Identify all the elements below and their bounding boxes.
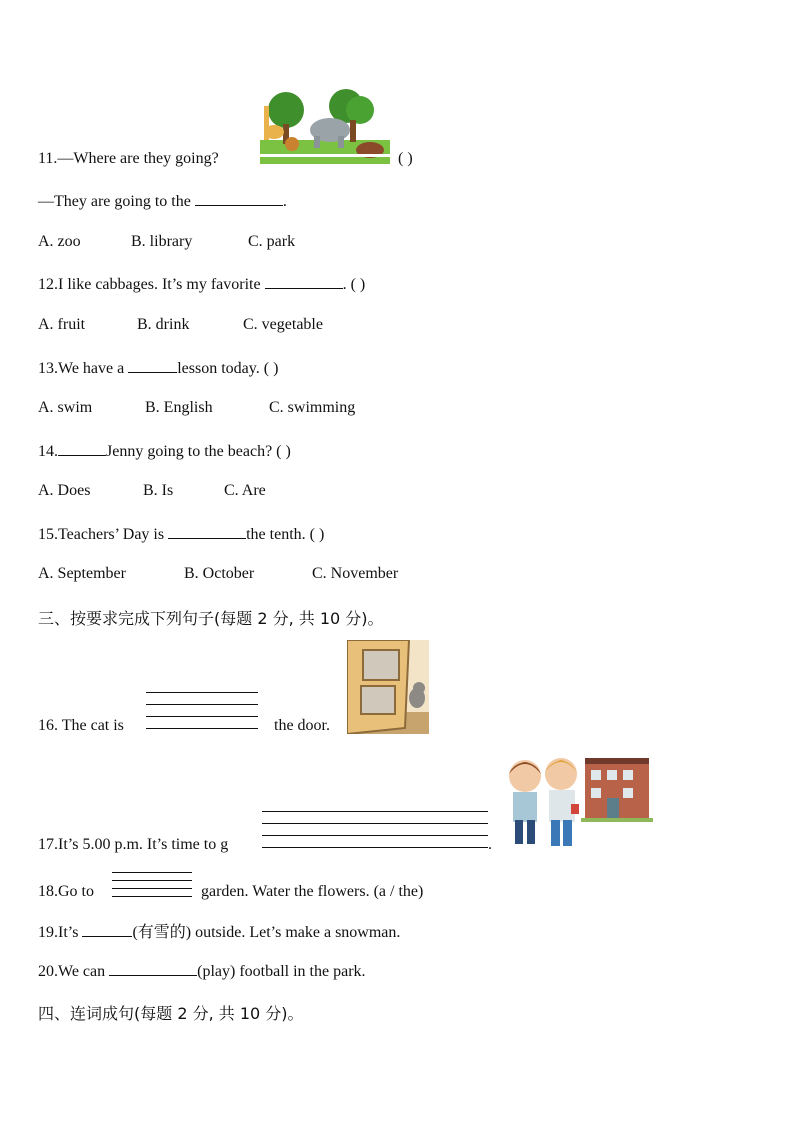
q13-blank[interactable] — [128, 358, 177, 373]
q18-text-pre: 18.Go to — [38, 883, 94, 900]
q19-question — [38, 919, 400, 942]
q19-blank[interactable] — [82, 922, 132, 937]
q13-option-a[interactable]: A. swim — [38, 399, 93, 416]
q11-option-b[interactable]: B. library — [131, 233, 193, 250]
q12-option-c[interactable]: C. vegetable — [243, 316, 323, 333]
q15-option-a[interactable]: A. September — [38, 565, 126, 582]
q14-blank[interactable] — [58, 441, 106, 456]
q17-answer-lines[interactable] — [262, 811, 490, 851]
q13-option-b[interactable]: B. English — [145, 399, 213, 416]
q12-blank[interactable] — [265, 274, 343, 289]
q13-question — [38, 358, 278, 378]
q12-option-b[interactable]: B. drink — [137, 316, 190, 333]
q11-answer-end: . — [282, 193, 287, 210]
section-4-heading: 四、连词成句(每题 2 分, 共 10 分)。 — [38, 1004, 304, 1023]
q11-paren: ( ) — [398, 150, 413, 167]
q20-pre: 20.We can — [38, 963, 110, 980]
q14-post: Jenny going to the beach? ( ) — [106, 443, 291, 460]
q13-post: lesson today. ( ) — [177, 360, 279, 377]
q12-paren: . ( ) — [342, 276, 366, 293]
q18-answer-lines[interactable] — [112, 872, 194, 898]
q14-pre: 14. — [38, 443, 58, 460]
q11-answer-line — [38, 191, 287, 211]
q16-text-pre: 16. The cat is — [38, 717, 124, 734]
q11-option-a[interactable]: A. zoo — [38, 233, 81, 250]
section-3-heading: 三、按要求完成下列句子(每题 2 分, 共 10 分)。 — [38, 609, 384, 628]
q11-question — [38, 150, 219, 168]
q11-question-text: 11.—Where are they going? — [38, 150, 219, 167]
q17-text-pre: 17.It’s 5.00 p.m. It’s time to g — [38, 836, 229, 853]
q15-post: the tenth. ( ) — [246, 526, 325, 543]
q15-option-b[interactable]: B. October — [184, 565, 255, 582]
q20-question — [38, 961, 366, 981]
students-school-picture — [497, 754, 653, 850]
q14-option-c[interactable]: C. Are — [224, 482, 266, 499]
q12-option-a[interactable]: A. fruit — [38, 316, 86, 333]
q14-option-a[interactable]: A. Does — [38, 482, 91, 499]
q15-blank[interactable] — [168, 524, 246, 539]
q16-answer-lines[interactable] — [146, 692, 260, 732]
q11-answer-text: —They are going to the — [38, 193, 195, 210]
q11-blank[interactable] — [195, 191, 283, 206]
q15-option-c[interactable]: C. November — [312, 565, 399, 582]
q14-option-b[interactable]: B. Is — [143, 482, 174, 499]
q12-question — [38, 274, 365, 294]
q16-text-post: the door. — [274, 717, 330, 734]
q18-text-post: garden. Water the flowers. (a / the) — [201, 883, 424, 900]
q17-text-post: . — [488, 836, 492, 853]
q12-text: 12.I like cabbages. It’s my favorite — [38, 276, 265, 293]
zoo-picture — [258, 88, 392, 166]
q14-question — [38, 441, 291, 461]
q15-pre: 15.Teachers’ Day is — [38, 526, 169, 543]
q13-pre: 13.We have a — [38, 360, 129, 377]
q20-blank[interactable] — [109, 961, 197, 976]
q15-question — [38, 524, 324, 544]
door-cat-picture — [347, 640, 429, 734]
q11-option-c[interactable]: C. park — [248, 233, 296, 250]
q13-option-c[interactable]: C. swimming — [269, 399, 356, 416]
q19-pre: 19.It’s — [38, 924, 83, 941]
q20-post: (play) football in the park. — [197, 963, 366, 980]
q19-post: (有雪的) outside. Let’s make a snowman. — [132, 924, 401, 941]
